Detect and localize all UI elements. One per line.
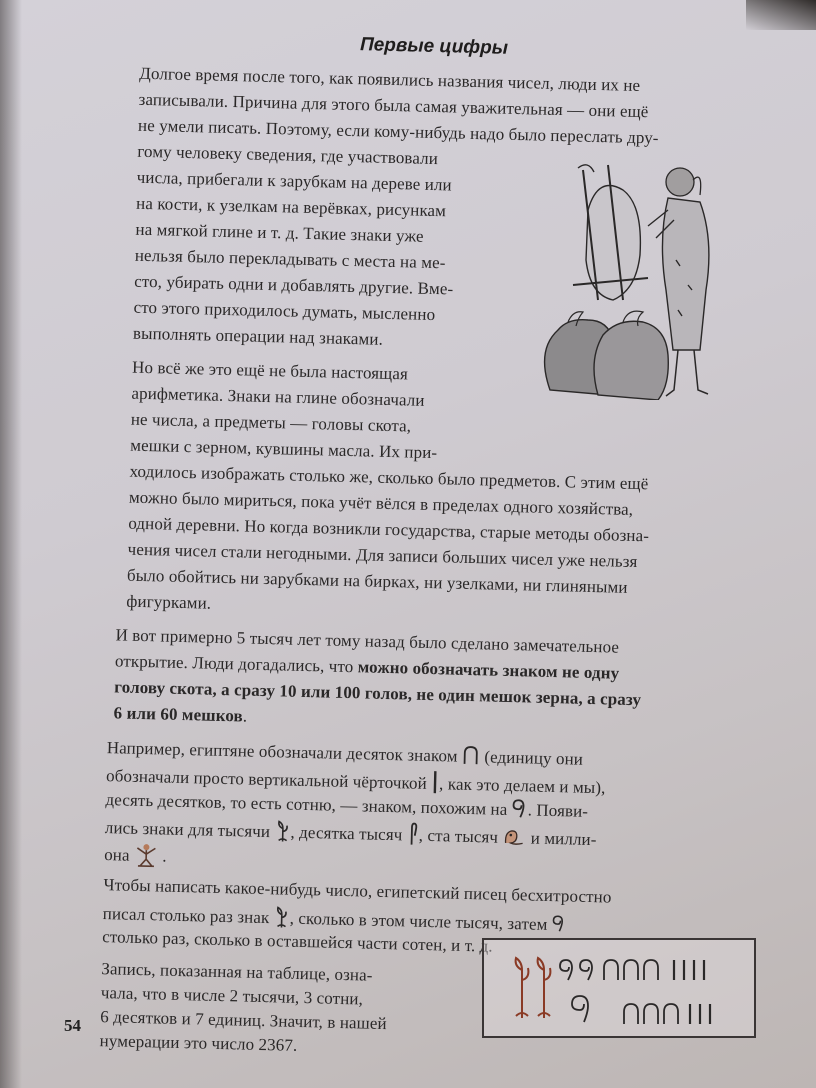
text-line: арифметика. Знаки на глине обозначали — [131, 383, 425, 410]
text-run: она — [103, 845, 130, 865]
text-line: столько раз, сколько в оставшейся части сотен, и т. д. — [101, 927, 494, 956]
text-line: выполнять операции над знаками. — [132, 323, 384, 349]
tadpole-hieroglyph-icon — [502, 825, 527, 854]
text-run: и милли- — [530, 828, 597, 850]
finger-hieroglyph-icon — [406, 822, 419, 852]
text-line: Запись, показанная на таблице, озна- — [101, 959, 373, 985]
text-line: на кости, к узелкам на верёвках, рисункам — [135, 193, 447, 221]
text-line: не числа, а предметы — головы скота, — [130, 409, 412, 436]
text-line: Но всё же это ещё не была настоящая — [131, 357, 409, 384]
lotus-hieroglyph-icon — [274, 818, 291, 848]
text-line: не умели писать. Поэтому, если кому-нибудь надо было переслать дру- — [137, 115, 659, 148]
text-line: И вот примерно 5 тысяч лет тому назад было сделано замечательное — [115, 625, 620, 657]
text-run: лись знаки для тысячи — [104, 818, 271, 842]
ancient-man-with-sacks-illustration — [528, 150, 738, 400]
page-number: 54 — [64, 1016, 81, 1035]
text-run: . Появи- — [527, 800, 589, 821]
coil-hieroglyph-icon — [511, 798, 528, 824]
lotus-hieroglyph-icon — [516, 958, 529, 1018]
text-run: . — [162, 846, 167, 866]
lotus-hieroglyph-icon — [538, 958, 551, 1018]
text-run: , ста тысяч — [418, 825, 499, 847]
text-line: Чтобы написать какое-нибудь число, египетский писец бесхитростно — [103, 875, 612, 907]
text-run: , десятка тысяч — [290, 822, 403, 845]
text-line: было обойтись ни зарубками на бирках, ни узелками, ни глиняными — [126, 565, 628, 597]
text-line: можно было мириться, пока учёт вёлся в пределах одного хозяйства, — [128, 487, 634, 519]
text-line: чения чисел стали негодными. Для записи больших чисел уже нельзя — [127, 539, 638, 572]
text-line: числа, прибегали к зарубкам на дереве или — [136, 167, 452, 195]
coil-hieroglyph-icon — [560, 960, 592, 1022]
coil-hieroglyph-icon — [551, 913, 566, 939]
text-line: Долгое время после того, как появились названия чисел, люди их не — [139, 63, 641, 95]
text-run: десять десятков, то есть сотню, — знаком, похожим на — [105, 790, 508, 819]
text-run: обозначали просто вертикальной чёрточкой — [105, 766, 428, 793]
text-line: нельзя было перекладывать с места на ме- — [134, 245, 446, 273]
text-run: , сколько в этом числе тысяч, затем — [289, 908, 548, 934]
text-run: (единицу они — [484, 747, 584, 769]
text-line: фигурками. — [126, 591, 212, 613]
text-run: писал столько раз знак — [102, 904, 270, 928]
bold-text-run: 6 или 60 мешков — [113, 703, 244, 726]
text-line: сто этого приходилось думать, мысленно — [133, 297, 436, 325]
god-hieroglyph-icon — [134, 841, 159, 874]
text-run: Например, египтяне обозначали десяток знаком — [106, 738, 458, 766]
page-title: Первые цифры — [359, 34, 509, 59]
text-line: гому человеку сведения, где участвовали — [137, 141, 439, 169]
text-line: мешки с зерном, кувшины масла. Их при- — [129, 435, 438, 463]
arch-hieroglyph-icon — [462, 745, 481, 771]
text-line — [113, 702, 247, 727]
bold-text-run: можно обозначать знаком не одну — [357, 657, 620, 683]
text-run: открытие. Люди догадались, что — [114, 651, 358, 677]
stroke-hieroglyph-icon — [674, 960, 710, 1024]
text-line: одной деревни. Но когда возникли государства, старые методы обозна- — [128, 513, 650, 546]
text-line: ходилось изображать столько же, сколько было предметов. С этим ещё — [129, 461, 649, 494]
hieroglyph-number-table — [482, 938, 756, 1038]
text-line: сто, убирать одни и добавлять другие. Вме- — [134, 271, 454, 299]
arch-hieroglyph-icon — [604, 960, 678, 1024]
text-line: записывали. Причина для этого была самая уважительная — они ещё — [138, 89, 649, 122]
number-2367-hieroglyphs — [484, 940, 754, 1036]
text-run: , как это делаем и мы), — [438, 774, 606, 798]
text-line: на мягкой глине и т. д. Такие знаки уже — [135, 219, 424, 246]
text-line: нумерации это число 2367. — [99, 1031, 298, 1055]
text-line: 6 десятков и 7 единиц. Значит, в нашей — [100, 1007, 387, 1034]
text-run: . — [242, 706, 248, 726]
text-line — [104, 840, 167, 874]
text-line: чала, что в числе 2 тысячи, 3 сотни, — [100, 983, 364, 1009]
bold-text-line: голову скота, а сразу 10 или 100 голов, не один мешок зерна, а сразу — [114, 677, 642, 710]
